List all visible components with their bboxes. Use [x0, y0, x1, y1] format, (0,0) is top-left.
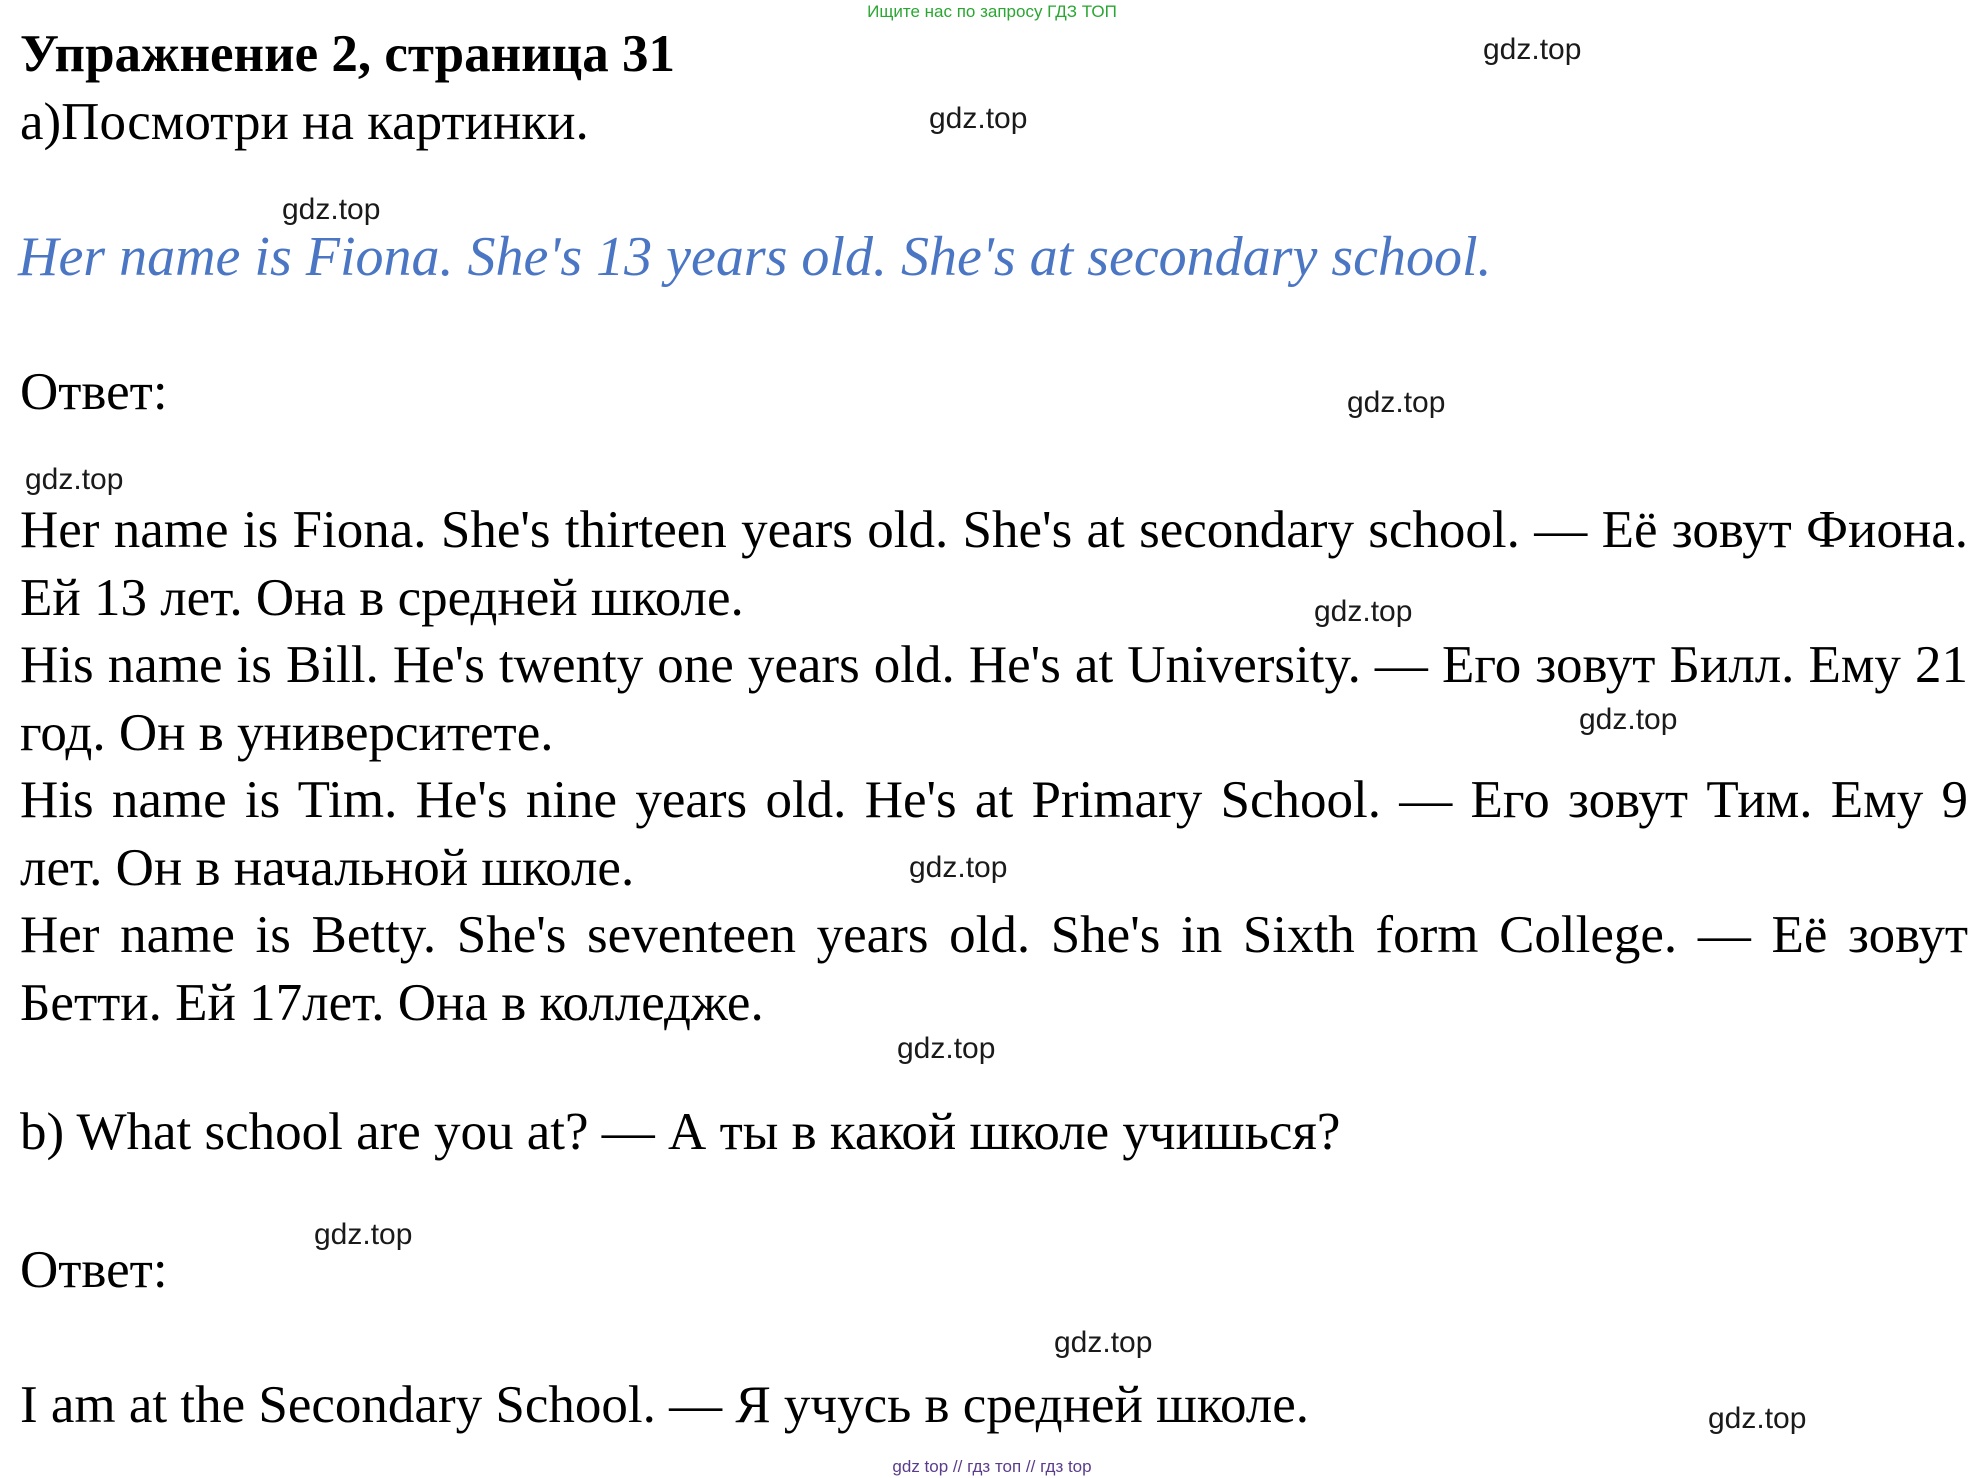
answer-label-2: Ответ:: [20, 1241, 168, 1299]
answer-paragraph-fiona: Her name is Fiona. She's thirteen years old. She's at secondary school. — Её зовут Фиона. Ей 13 лет. Она в средней школе.: [20, 501, 1968, 627]
watermark: gdz.top: [1314, 595, 1413, 628]
task-a-instruction: а)Посмотри на картинки.: [20, 93, 589, 151]
answer-paragraph-tim: His name is Tim. He's nine years old. He's at Primary School. — Его зовут Тим. Ему 9 лет. Он в начальной школе.: [20, 771, 1968, 897]
watermark: gdz.top: [1579, 703, 1678, 736]
bottom-banner: gdz top // гдз топ // гдз top: [892, 1457, 1092, 1476]
answer-paragraph-betty: Her name is Betty. She's seventeen years old. She's in Sixth form College. — Её зовут Бетти. Ей 17лет. Она в колледже.: [20, 906, 1968, 1032]
watermark: gdz.top: [897, 1032, 996, 1065]
watermark: gdz.top: [1054, 1326, 1153, 1359]
watermark: gdz.top: [282, 193, 381, 226]
watermark: gdz.top: [1483, 33, 1582, 66]
watermark: gdz.top: [1347, 386, 1446, 419]
exercise-title: Упражнение 2, страница 31: [20, 25, 675, 83]
answer-paragraph-bill: His name is Bill. He's twenty one years old. He's at University. — Его зовут Билл. Ему 21 год. Он в университете.: [20, 636, 1968, 762]
watermark: gdz.top: [909, 851, 1008, 884]
task-b-question: b) What school are you at? — А ты в какой школе учишься?: [20, 1103, 1341, 1161]
watermark: gdz.top: [25, 463, 124, 496]
answer-b-text: I am at the Secondary School. — Я учусь в средней школе.: [20, 1376, 1310, 1434]
watermark: gdz.top: [314, 1218, 413, 1251]
watermark: gdz.top: [1708, 1402, 1807, 1435]
answer-label-1: Ответ:: [20, 363, 168, 421]
example-sentence: Her name is Fiona. She's 13 years old. She's at secondary school.: [18, 226, 1492, 288]
watermark: gdz.top: [929, 102, 1028, 135]
top-search-banner: Ищите нас по запросу ГДЗ ТОП: [867, 2, 1117, 21]
